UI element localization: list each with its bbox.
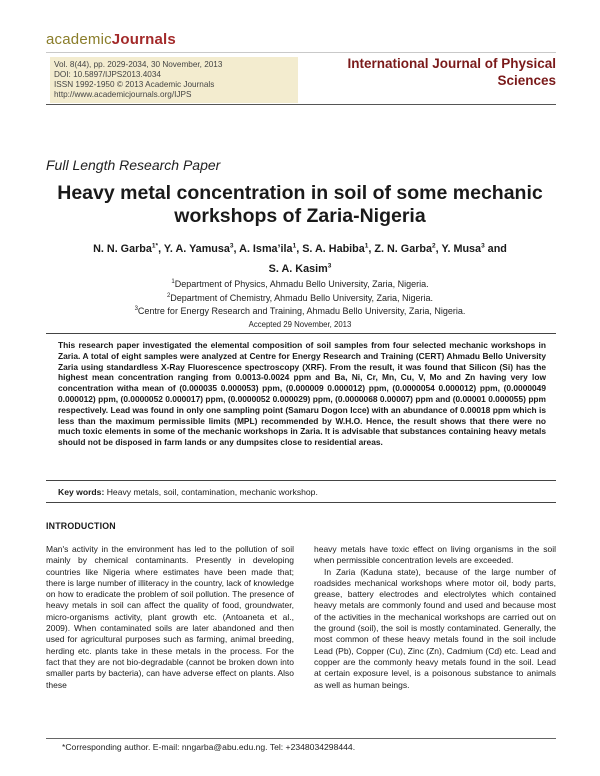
keywords-label: Key words: (58, 487, 105, 497)
publisher-logo (46, 31, 176, 48)
meta-volume: Vol. 8(44), pp. 2029-2034, 30 November, 2013 (54, 60, 223, 69)
paragraph: heavy metals have toxic effect on living organisms in the soil when permissible concentration levels are exceeded. (314, 544, 556, 566)
abstract-bottom-rule (46, 480, 556, 481)
keywords-text: Heavy metals, soil, contamination, mechanic workshop. (106, 487, 318, 497)
author: Y. Musa$^3$ and (441, 242, 507, 255)
footnote-divider (46, 738, 556, 739)
title-line2: workshops of Zaria-Nigeria (174, 205, 426, 227)
keywords (58, 487, 546, 498)
journal-name-line1: International Journal of Physical (347, 56, 556, 71)
paper-title (46, 182, 554, 228)
body-column-left (46, 544, 294, 691)
keywords-bottom-rule (46, 502, 556, 503)
logo-divider (46, 52, 556, 53)
author: S. A. Kasim$^3$ (268, 262, 332, 276)
logo-part-academic: academic (46, 31, 112, 48)
journal-name-line2: Sciences (497, 73, 556, 88)
abstract-top-rule (46, 333, 556, 334)
paragraph: In Zaria (Kaduna state), because of the large number of roadsides mechanical workshops where motor oil, body parts, grease, battery electrodes and electrolytes which contained heavy metals are commonly found and used and because most of the activities in the mechanical workshops are carried out on the ground (soil), the soil is mostly contaminated. Generally, the most common of these heavy metals found in the soil include Lead (Pb), Copper (Cu), Zinc (Zn), Cadmium (Cd) etc. Lead and copper are the commonly heavy metals found in the soil. Lead at certain exposure level, is a poisonous substance to animals as well as human beings. (314, 566, 556, 690)
meta-doi: DOI: 10.5897/IJPS2013.4034 (54, 70, 161, 79)
accepted-date: Accepted 29 November, 2013 (248, 320, 352, 329)
meta-url[interactable]: http://www.academicjournals.org/IJPS (54, 90, 192, 99)
body-column-right (314, 544, 556, 691)
logo-part-journals: Journals (111, 31, 176, 48)
journal-name (330, 55, 556, 89)
section-heading-introduction: INTRODUCTION (46, 521, 116, 531)
header-divider (46, 104, 556, 105)
author-list (46, 237, 554, 278)
affiliation: $^3$Centre for Energy Research and Training, Ahmadu Bello University, Zaria, Nigeria. (134, 306, 466, 316)
affiliation: $^2$Department of Chemistry, Ahmadu Bello University, Zaria, Nigeria. (166, 292, 434, 303)
author: Z. N. Garba$^2$, (374, 242, 442, 255)
abstract: This research paper investigated the elemental composition of soil samples from four selected mechanic workshops in Zaria. A total of eight samples were analyzed at Centre for Energy Research and Training (CERT) Ahmadu Bello University Zaria using standardless X-Ray Fluorescence spectroscopy (XRF). From the result, it was found that Silicon (Si) has the highest mean concentration ranging from 0.0013-0.0024 ppm and Ba, Ni, Cr, Mn, Cu, V, Mo and Zn having very low concentration witha mean of (0.000035 0.000053) ppm, (0.000009 0.000012) ppm, (0.0000054 0.000012) ppm, (0.0000049 0.000012) ppm, (0.0000052 0.000017) ppm, (0.0000052 0.000029) ppm, (0.0000068 0.00007) ppm and (0.00001 0.000055) ppm respectively. Lead was found in only one sampling point (Samaru Dogon Icce) with an abundance of 0.00018 ppm which is less than the maximum permissible limits (MPL) recommended by W.H.O. Hence, the result shows that there were no much toxic elements in some of the mechanic workshops in Zaria. It is advisable that substances containing heavy metals should not be disposed in farm lands or any dumpsites close to residential areas. (58, 340, 546, 448)
title-line1: Heavy metal concentration in soil of some mechanic (57, 182, 543, 204)
author: Y. A. Yamusa$^3$, (163, 242, 240, 255)
paper-type: Full Length Research Paper (46, 157, 221, 173)
author: S. A. Habiba$^1$, (302, 242, 375, 255)
author: N. N. Garba$^{1*}$, (93, 242, 164, 255)
affiliation: $^1$Department of Physics, Ahmadu Bello University, Zaria, Nigeria. (171, 279, 429, 289)
paragraph: Man's activity in the environment has led to the pollution of soil mainly by chemical contaminants. Presently in developing countries like Nigeria where estimates have been made that; there is large number of illiteracy in the country, lack of knowledge on how to eradicate the problem of soil pollution. The presence of heavy metals in soil can affect the quality of food, groundwater, micro-organisms activity, plant growth etc. (Antoaneta et al., 2009). When contaminated soils are later abandoned and then used for agricultural purposes such as farming, animal breeding, herding etc. plants take in these metals in the process. For the fact that they are not bio-degradable (cannot be broken down into smaller parts by bacteria), can have adverse effect on plants. Also these (46, 544, 294, 690)
affiliations (46, 277, 554, 318)
corresponding-author-footnote: *Corresponding author. E-mail: nngarba@abu.edu.ng. Tel: +2348034298444. (62, 742, 356, 752)
meta-issn: ISSN 1992-1950 © 2013 Academic Journals (54, 80, 215, 89)
publication-meta (50, 57, 298, 103)
author: A. Isma’ila$^1$, (239, 242, 303, 255)
